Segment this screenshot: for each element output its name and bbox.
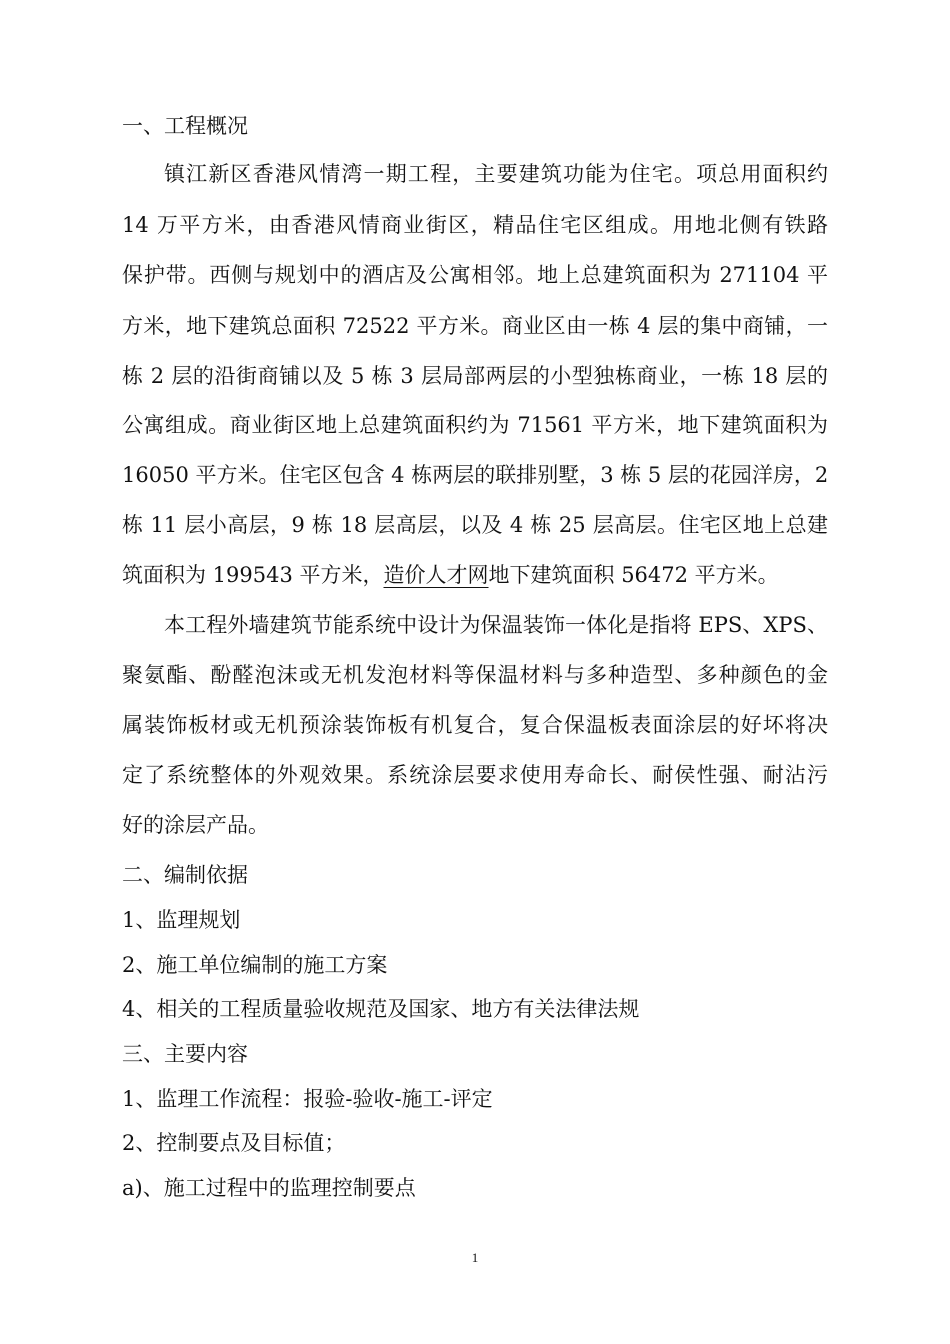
overview-paragraph-line: 栋 2 层的沿街商铺以及 5 栋 3 层局部两层的小型独栋商业，一栋 18 层的: [122, 364, 828, 388]
overview-text: 筑面积为 199543 平方米，: [122, 563, 384, 587]
overview-paragraph-line: 14 万平方米，由香港风情商业街区，精品住宅区组成。用地北侧有铁路: [122, 213, 828, 237]
overview-paragraph-line: 16050 平方米。住宅区包含 4 栋两层的联排别墅，3 栋 5 层的花园洋房，2: [122, 463, 829, 487]
insulation-paragraph-line: 本工程外墙建筑节能系统中设计为保温装饰一体化是指将 EPS、XPS、: [164, 613, 828, 637]
overview-paragraph-line: [122, 560, 779, 590]
insulation-paragraph-line: 定了系统整体的外观效果。系统涂层要求使用寿命长、耐侯性强、耐沾污: [122, 763, 828, 787]
insulation-paragraph-line: 聚氨酯、酚醛泡沫或无机发泡材料等保温材料与多种造型、多种颜色的金: [122, 663, 828, 687]
content-list-item: a)、施工过程中的监理控制要点: [122, 1176, 416, 1200]
page-number: 1: [471, 1250, 479, 1265]
section-heading-basis: 二、编制依据: [122, 863, 248, 887]
content-list-item: 1、监理工作流程：报验-验收-施工-评定: [122, 1087, 493, 1111]
basis-list-item: 2、施工单位编制的施工方案: [122, 953, 388, 977]
section-heading-overview: 一、工程概况: [122, 114, 248, 138]
insulation-paragraph-line: 好的涂层产品。: [122, 813, 269, 837]
overview-paragraph-line: 保护带。西侧与规划中的酒店及公寓相邻。地上总建筑面积为 271104 平: [122, 263, 828, 287]
cost-talent-link[interactable]: 造价人才网: [383, 563, 489, 587]
overview-text: 地下建筑面积 56472 平方米。: [488, 563, 779, 587]
overview-paragraph-line: 镇江新区香港风情湾一期工程，主要建筑功能为住宅。项总用面积约: [164, 162, 828, 186]
basis-list-item: 4、相关的工程质量验收规范及国家、地方有关法律法规: [122, 997, 640, 1021]
insulation-paragraph-line: 属装饰板材或无机预涂装饰板有机复合，复合保温板表面涂层的好坏将决: [122, 713, 828, 737]
basis-list-item: 1、监理规划: [122, 908, 241, 932]
overview-paragraph-line: 方米，地下建筑总面积 72522 平方米。商业区由一栋 4 层的集中商铺，一: [122, 314, 828, 338]
overview-paragraph-line: 公寓组成。商业街区地上总建筑面积约为 71561 平方米，地下建筑面积为: [122, 413, 828, 437]
content-list-item: 2、控制要点及目标值；: [122, 1131, 346, 1155]
overview-paragraph-line: 栋 11 层小高层，9 栋 18 层高层，以及 4 栋 25 层高层。住宅区地上总建: [122, 513, 828, 537]
section-heading-content: 三、主要内容: [122, 1042, 248, 1066]
